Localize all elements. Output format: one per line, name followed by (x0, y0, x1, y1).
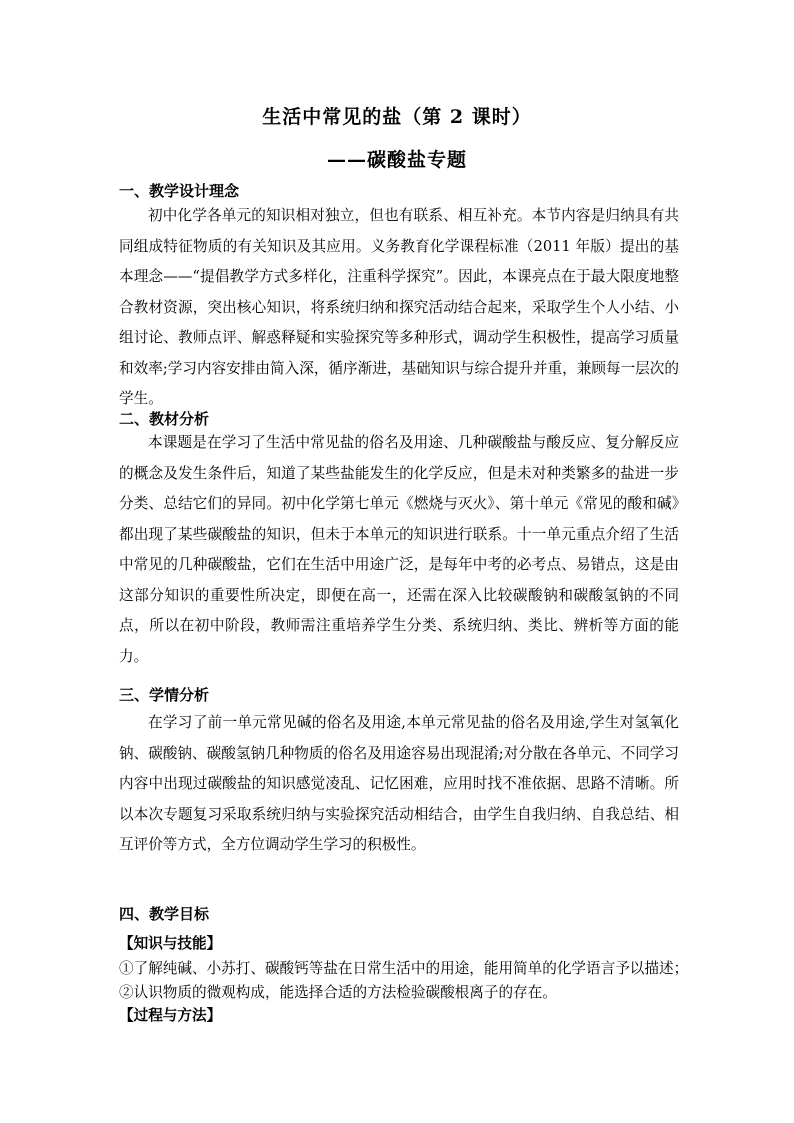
section-paragraph-student-analysis: 在学习了前一单元常见碱的俗名及用途,本单元常见盐的俗名及用途,学生对氢氧化钠、碳酸钠、碳酸氢钠几种物质的俗名及用途容易出现混淆;对分散在各单元、不同学习内容中出现过碳酸盐的知识感觉凌乱、记忆困难，应用时找不准依据、思路不清晰。所以本次专题复习采取系统归纳与实验探究活动相结合，由学生自我归纳、自我总结、相互评价等方式，全方位调动学生学习的积极性。 (119, 714, 679, 853)
objective-item-1: ①了解纯碱、小苏打、碳酸钙等盐在日常生活中的用途，能用简单的化学语言予以描述； (119, 960, 689, 977)
section-paragraph-design-concept: 初中化学各单元的知识相对独立，但也有联系、相互补充。本节内容是归纳具有共同组成特征物质的有关知识及其应用。义务教育化学课程标准（2011 年版）提出的基本理念——“提倡教学方式多样化，注重科学探究”。因此，本课亮点在于最大限度地整合教材资源，突出核心知识，将系统归纳和探究活动结合起来，采取学生个人小结、小组讨论、教师点评、解惑释疑和实验探究等多种形式，调动学生积极性，提高学习质量和效率;学习内容安排由简入深，循序渐进，基础知识与综合提升并重，兼顾每一层次的学生。 (119, 207, 679, 407)
section-heading-teaching-objectives: 四、教学目标 (119, 905, 210, 923)
document-title: 生活中常见的盐（第 2 课时） (262, 106, 532, 128)
section-heading-design-concept: 一、教学设计理念 (119, 182, 240, 200)
section-heading-textbook-analysis: 二、教材分析 (119, 410, 210, 428)
document-subtitle: ——碳酸盐专题 (326, 149, 467, 171)
section-heading-student-analysis: 三、学情分析 (119, 686, 210, 704)
process-method-label: 【过程与方法】 (119, 1007, 222, 1024)
objective-item-2: ②认识物质的微观构成，能选择合适的方法检验碳酸根离子的存在。 (119, 984, 557, 1001)
knowledge-skills-label: 【知识与技能】 (119, 935, 222, 952)
section-paragraph-textbook-analysis: 本课题是在学习了生活中常见盐的俗名及用途、几种碳酸盐与酸反应、复分解反应的概念及发生条件后，知道了某些盐能发生的化学反应，但是未对种类繁多的盐进一步分类、总结它们的异同。初中化学第七单元《燃烧与灭火》、第十单元《常见的酸和碱》都出现了某些碳酸盐的知识，但未于本单元的知识进行联系。十一单元重点介绍了生活中常见的几种碳酸盐，它们在生活中用途广泛，是每年中考的必考点、易错点，这是由这部分知识的重要性所决定，即便在高一，还需在深入比较碳酸钠和碳酸氢钠的不同点，所以在初中阶段，教师需注重培养学生分类、系统归纳、类比、辨析等方面的能力。 (119, 434, 679, 665)
